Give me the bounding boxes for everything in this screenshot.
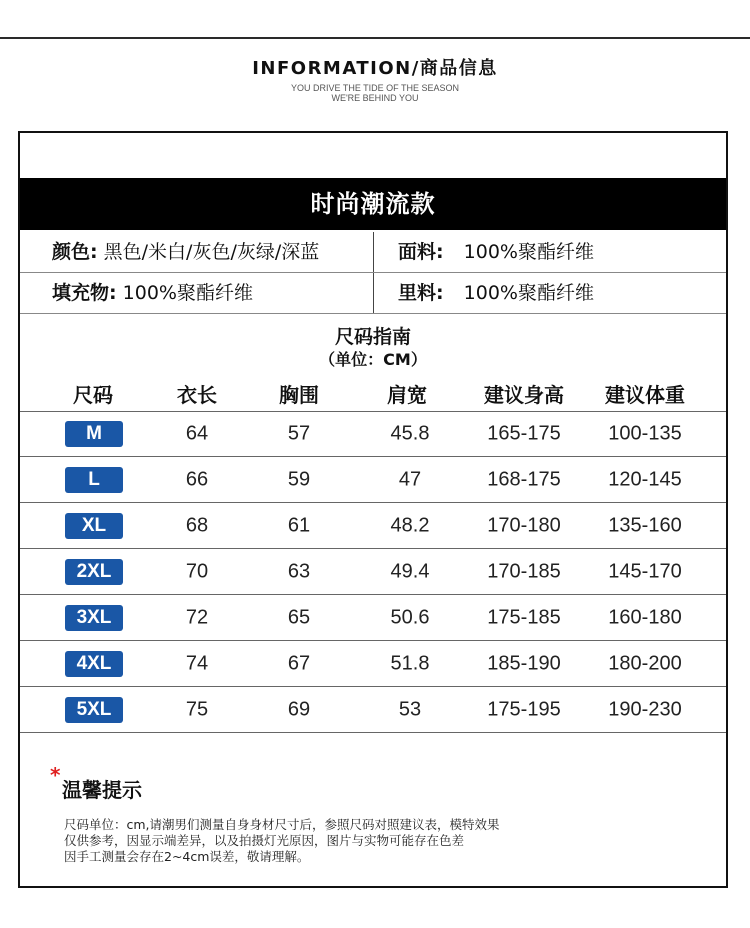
header-subtitle-line-1: YOU DRIVE THE TIDE OF THE SEASON <box>290 83 460 93</box>
cell-shoulder: 48.2 <box>390 514 430 537</box>
cell-length: 70 <box>185 560 209 583</box>
cell-chest: 59 <box>287 468 311 491</box>
cell-weight: 145-170 <box>608 560 682 583</box>
cell-weight: 100-135 <box>608 422 682 445</box>
size-badge: 2XL <box>65 559 123 585</box>
cell-weight: 190-230 <box>608 698 682 721</box>
cell-height: 165-175 <box>487 422 561 445</box>
filling-cell <box>52 273 253 313</box>
cell-length: 64 <box>185 422 209 445</box>
header-height: 建议身高 <box>484 383 564 407</box>
tip-line-3: 因手工测量会存在2~4cm误差，敬请理解。 <box>64 849 310 864</box>
color-label: 颜色: <box>52 241 98 263</box>
size-badge: 5XL <box>65 697 123 723</box>
info-divider <box>373 232 374 272</box>
cell-height: 168-175 <box>487 468 561 491</box>
info-row-color-fabric <box>20 232 726 273</box>
header-size: 尺码 <box>73 383 113 407</box>
size-table-header <box>20 379 726 409</box>
cell-length: 75 <box>185 698 209 721</box>
color-value: 黑色/米白/灰色/灰绿/深蓝 <box>103 241 320 263</box>
color-cell <box>52 232 319 272</box>
cell-weight: 135-160 <box>608 514 682 537</box>
lining-label: 里料: <box>398 282 444 304</box>
cell-shoulder: 47 <box>398 468 422 491</box>
cell-weight: 160-180 <box>608 606 682 629</box>
size-badge: 4XL <box>65 651 123 677</box>
cell-shoulder: 51.8 <box>390 652 430 675</box>
size-badge: XL <box>65 513 123 539</box>
cell-chest: 57 <box>287 422 311 445</box>
tips-title: 温馨提示 <box>62 778 142 802</box>
filling-label: 填充物: <box>52 282 117 304</box>
top-rule <box>0 37 750 39</box>
cell-length: 72 <box>185 606 209 629</box>
cell-chest: 63 <box>287 560 311 583</box>
cell-height: 175-195 <box>487 698 561 721</box>
cell-height: 185-190 <box>487 652 561 675</box>
tip-line-1: 尺码单位：cm,请潮男们测量自身身材尺寸后，参照尺码对照建议表，模特效果 <box>64 817 500 832</box>
size-row <box>20 457 726 503</box>
fabric-label: 面料: <box>398 241 444 263</box>
header-title: INFORMATION/商品信息 <box>252 58 498 79</box>
cell-chest: 69 <box>287 698 311 721</box>
lining-cell <box>398 273 594 313</box>
info-row-filling-lining <box>20 273 726 314</box>
size-row <box>20 549 726 595</box>
info-divider <box>373 273 374 313</box>
size-row <box>20 411 726 457</box>
header-subtitle-line-2: WE'RE BEHIND YOU <box>331 93 419 103</box>
size-row <box>20 595 726 641</box>
cell-shoulder: 50.6 <box>390 606 430 629</box>
size-badge: L <box>65 467 123 493</box>
style-banner: 时尚潮流款 <box>20 178 726 230</box>
row-divider <box>20 732 726 733</box>
filling-value: 100%聚酯纤维 <box>122 282 253 304</box>
cell-weight: 180-200 <box>608 652 682 675</box>
fabric-value: 100%聚酯纤维 <box>463 241 594 263</box>
size-row <box>20 641 726 687</box>
size-badge: 3XL <box>65 605 123 631</box>
cell-chest: 65 <box>287 606 311 629</box>
tip-star: * <box>50 763 61 787</box>
product-info-card <box>18 131 728 888</box>
cell-height: 170-185 <box>487 560 561 583</box>
header-chest: 胸围 <box>279 383 319 407</box>
lining-value: 100%聚酯纤维 <box>463 282 594 304</box>
cell-weight: 120-145 <box>608 468 682 491</box>
size-guide-unit: （单位：CM） <box>319 350 427 369</box>
cell-length: 66 <box>185 468 209 491</box>
cell-chest: 67 <box>287 652 311 675</box>
size-row <box>20 503 726 549</box>
size-badge: M <box>65 421 123 447</box>
cell-height: 170-180 <box>487 514 561 537</box>
header-weight: 建议体重 <box>605 383 685 407</box>
header-shoulder: 肩宽 <box>387 383 427 407</box>
size-row <box>20 687 726 733</box>
tip-line-2: 仅供参考，因显示端差异，以及拍摄灯光原因，图片与实物可能存在色差 <box>64 833 465 848</box>
cell-length: 74 <box>185 652 209 675</box>
cell-shoulder: 49.4 <box>390 560 430 583</box>
cell-length: 68 <box>185 514 209 537</box>
cell-height: 175-185 <box>487 606 561 629</box>
cell-shoulder: 53 <box>398 698 422 721</box>
cell-shoulder: 45.8 <box>390 422 430 445</box>
header-length: 衣长 <box>177 383 217 407</box>
size-guide-title: 尺码指南 <box>334 326 411 348</box>
fabric-cell <box>398 232 594 272</box>
cell-chest: 61 <box>287 514 311 537</box>
